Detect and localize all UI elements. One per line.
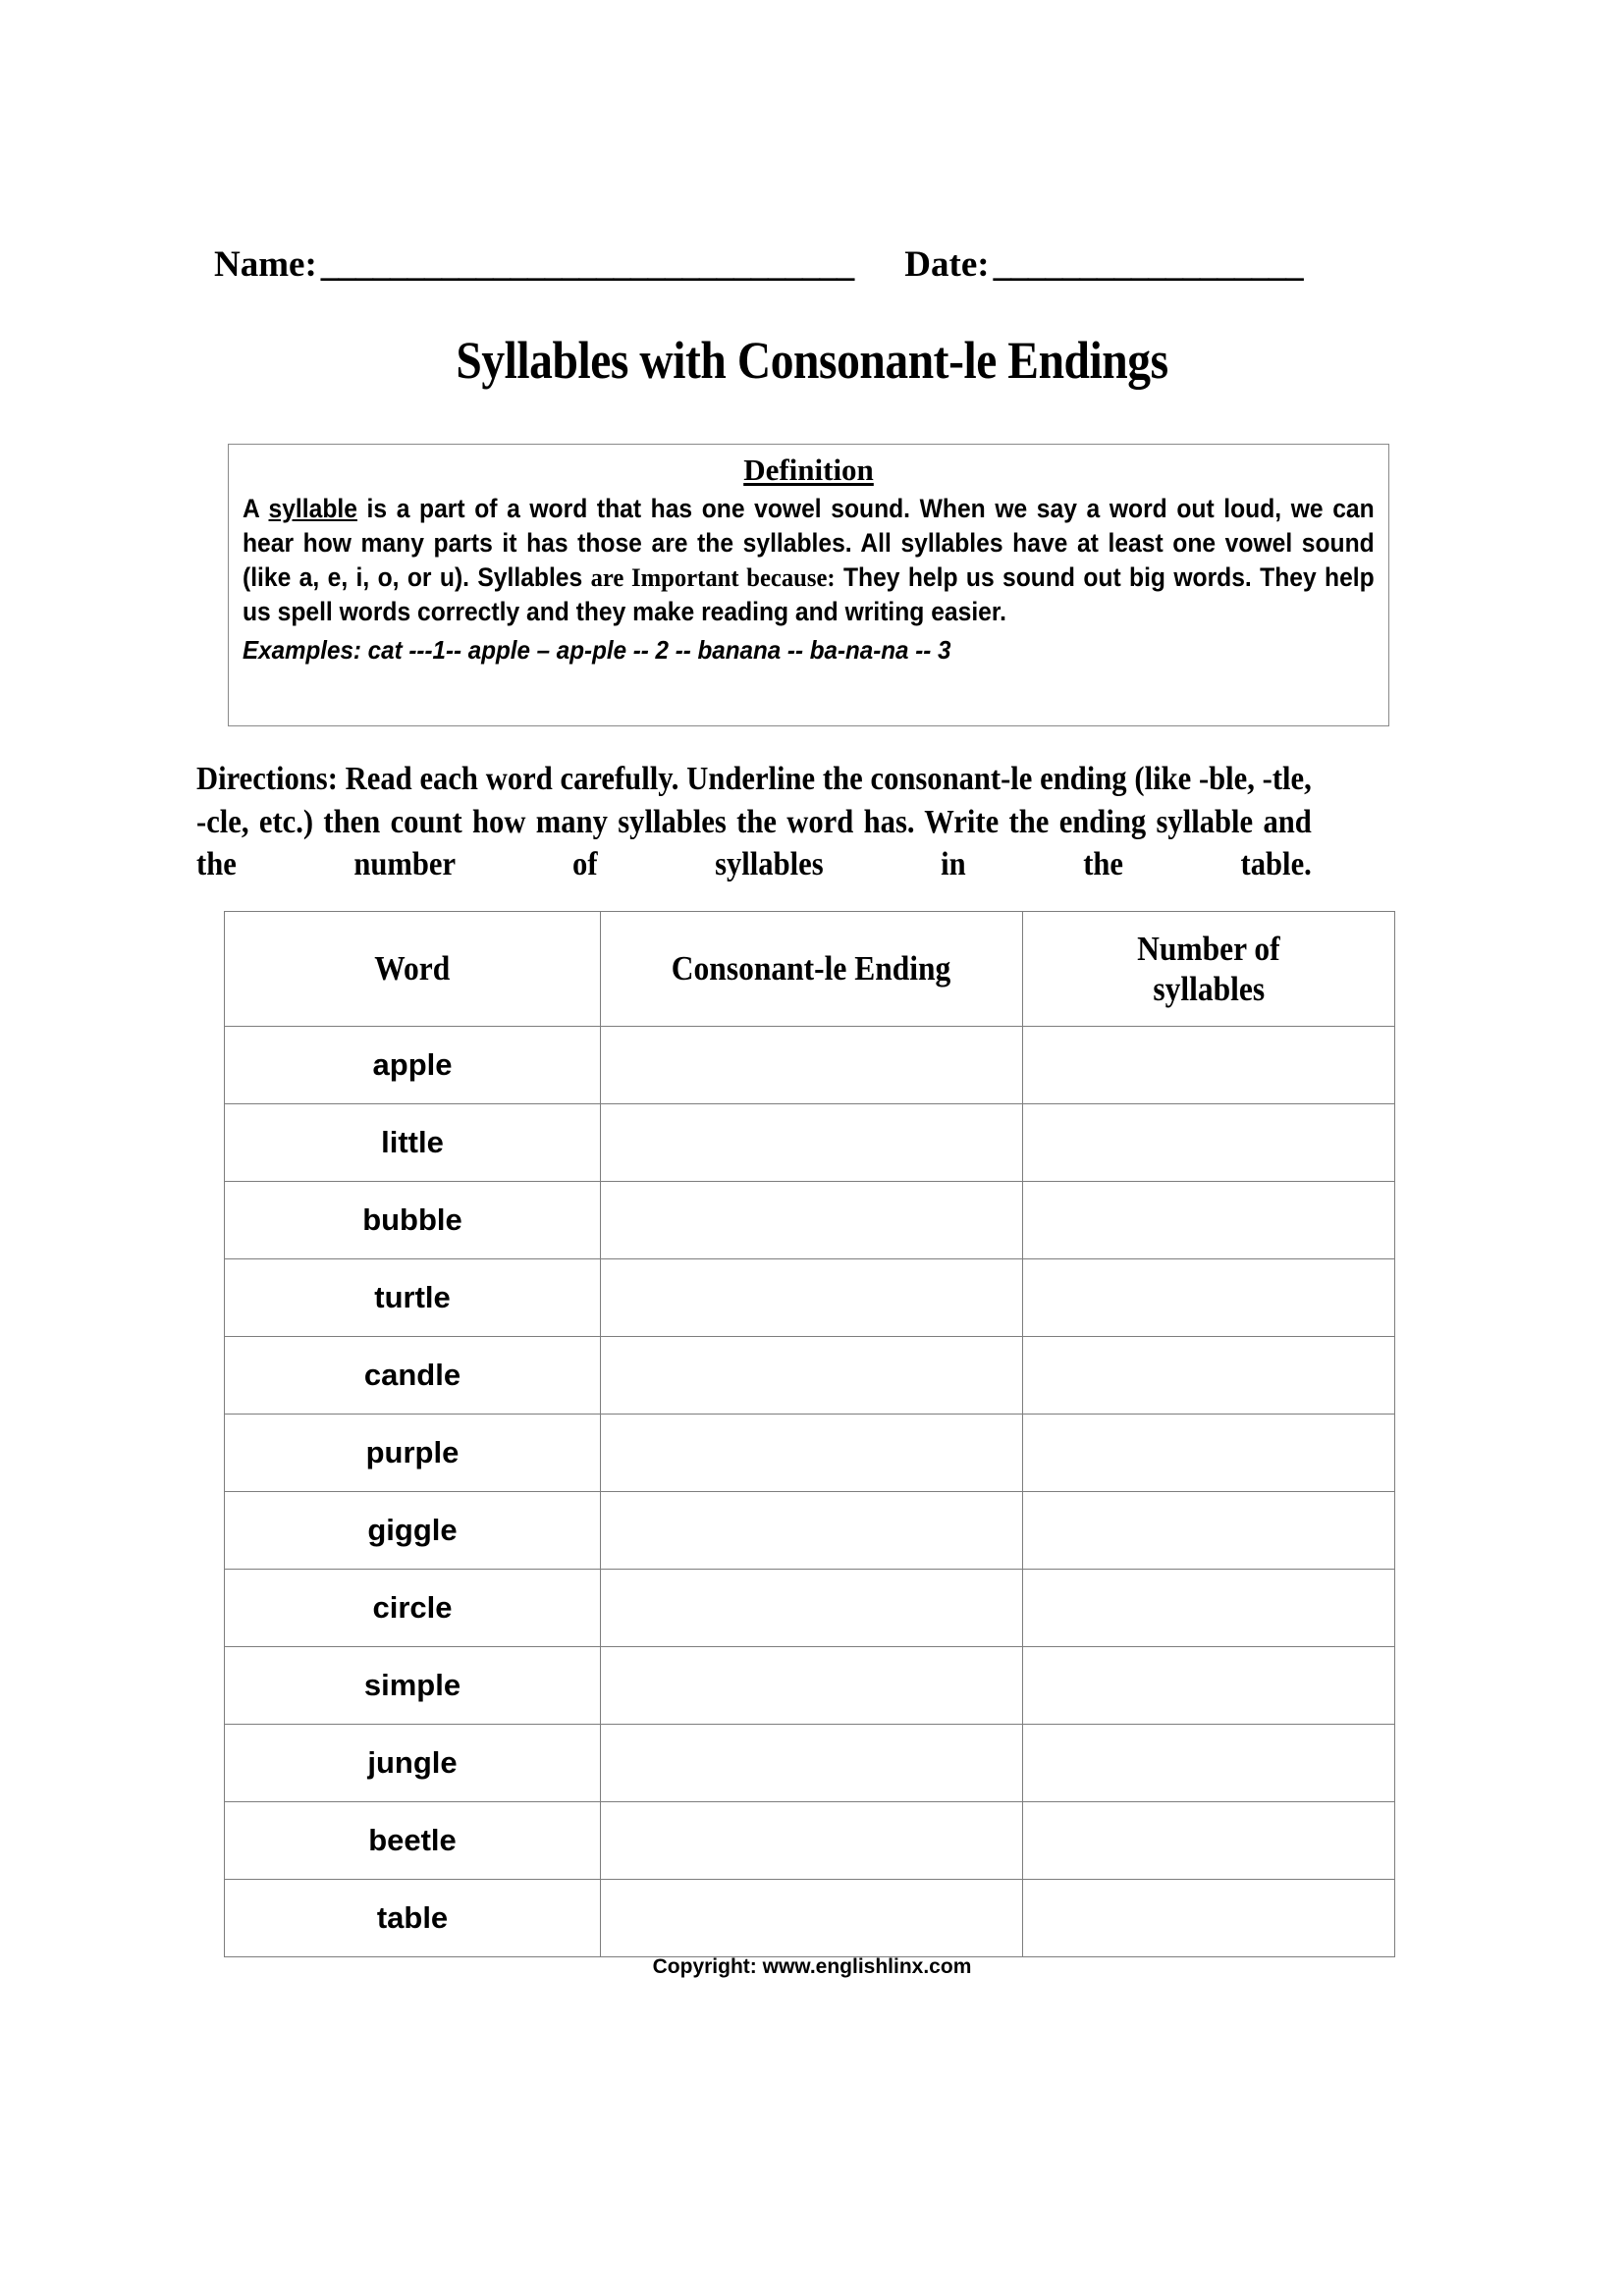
ending-answer-cell[interactable]	[601, 1259, 1023, 1337]
table-row	[225, 1104, 1395, 1182]
ending-answer-cell[interactable]	[601, 1725, 1023, 1802]
count-answer-cell[interactable]	[1023, 1415, 1395, 1492]
definition-examples: Examples: cat ---1-- apple – ap-ple -- 2 -- banana -- ba-na-na -- 3	[243, 634, 951, 665]
name-write-line[interactable]: _______________________________	[320, 244, 854, 285]
date-label: Date:	[904, 244, 990, 285]
table-row	[225, 1647, 1395, 1725]
word-cell: circle	[225, 1570, 601, 1647]
ending-answer-cell[interactable]	[601, 1647, 1023, 1725]
table-header-row	[225, 912, 1395, 1027]
definition-text	[243, 492, 1375, 630]
definition-text-part3: They help us sound out big words. They help us spell words correctly and they make reading and writing easier.	[243, 562, 1375, 627]
column-header-syllables-line1: Number of	[1137, 929, 1280, 968]
word-cell: jungle	[225, 1725, 601, 1802]
word-cell: giggle	[225, 1492, 601, 1570]
table-row	[225, 1027, 1395, 1104]
table-row	[225, 1570, 1395, 1647]
word-cell: candle	[225, 1337, 601, 1415]
word-cell: turtle	[225, 1259, 601, 1337]
table-row	[225, 1492, 1395, 1570]
word-cell: bubble	[225, 1182, 601, 1259]
table-row	[225, 1802, 1395, 1880]
ending-answer-cell[interactable]	[601, 1104, 1023, 1182]
word-cell: simple	[225, 1647, 601, 1725]
count-answer-cell[interactable]	[1023, 1182, 1395, 1259]
column-header-syllables	[1023, 912, 1395, 1027]
table-row	[225, 1259, 1395, 1337]
ending-answer-cell[interactable]	[601, 1880, 1023, 1957]
directions-text: Directions: Read each word carefully. Underline the consonant-le ending (like -ble, -tle, -cle, etc.) then count how many syllables the word has. Write the ending syllable and the number of syllables in the table.	[196, 761, 1312, 883]
table-row	[225, 1337, 1395, 1415]
word-cell: little	[225, 1104, 601, 1182]
count-answer-cell[interactable]	[1023, 1570, 1395, 1647]
ending-answer-cell[interactable]	[601, 1492, 1023, 1570]
table-body	[225, 1027, 1395, 1957]
word-cell: beetle	[225, 1802, 601, 1880]
definition-text-part2: is a part of a word that has one vowel sound. When we say a word out loud, we can hear how many parts it has those are the syllables. All syllables have at least one vowel sound (like a, e, i, o, or u). Syllables	[243, 493, 1375, 593]
table-row	[225, 1880, 1395, 1957]
ending-answer-cell[interactable]	[601, 1802, 1023, 1880]
count-answer-cell[interactable]	[1023, 1337, 1395, 1415]
ending-answer-cell[interactable]	[601, 1182, 1023, 1259]
copyright-footer: Copyright: www.englishlinx.com	[652, 1955, 972, 1978]
word-cell: apple	[225, 1027, 601, 1104]
count-answer-cell[interactable]	[1023, 1725, 1395, 1802]
name-date-row	[214, 243, 1412, 298]
ending-answer-cell[interactable]	[601, 1415, 1023, 1492]
worksheet-table	[224, 911, 1395, 1957]
count-answer-cell[interactable]	[1023, 1259, 1395, 1337]
count-answer-cell[interactable]	[1023, 1492, 1395, 1570]
count-answer-cell[interactable]	[1023, 1647, 1395, 1725]
column-header-ending-label: Consonant-le Ending	[672, 949, 951, 988]
definition-heading: Definition	[743, 453, 874, 487]
table-row	[225, 1415, 1395, 1492]
count-answer-cell[interactable]	[1023, 1027, 1395, 1104]
page-title: Syllables with Consonant-le Endings	[456, 331, 1168, 390]
column-header-word	[225, 912, 601, 1027]
count-answer-cell[interactable]	[1023, 1104, 1395, 1182]
ending-answer-cell[interactable]	[601, 1027, 1023, 1104]
definition-box	[228, 444, 1389, 726]
column-header-word-label: Word	[374, 949, 451, 988]
column-header-syllables-line2: syllables	[1153, 970, 1265, 1008]
column-header-ending	[601, 912, 1023, 1027]
name-label: Name:	[214, 244, 317, 285]
definition-keyword-syllable: syllable	[268, 493, 357, 523]
definition-text-part1: A	[243, 493, 269, 523]
word-cell: purple	[225, 1415, 601, 1492]
count-answer-cell[interactable]	[1023, 1880, 1395, 1957]
ending-answer-cell[interactable]	[601, 1337, 1023, 1415]
table-row	[225, 1182, 1395, 1259]
table-row	[225, 1725, 1395, 1802]
definition-text-emphasis: are Important because:	[590, 562, 836, 593]
word-cell: table	[225, 1880, 601, 1957]
ending-answer-cell[interactable]	[601, 1570, 1023, 1647]
date-write-line[interactable]: __________________	[993, 244, 1303, 285]
count-answer-cell[interactable]	[1023, 1802, 1395, 1880]
